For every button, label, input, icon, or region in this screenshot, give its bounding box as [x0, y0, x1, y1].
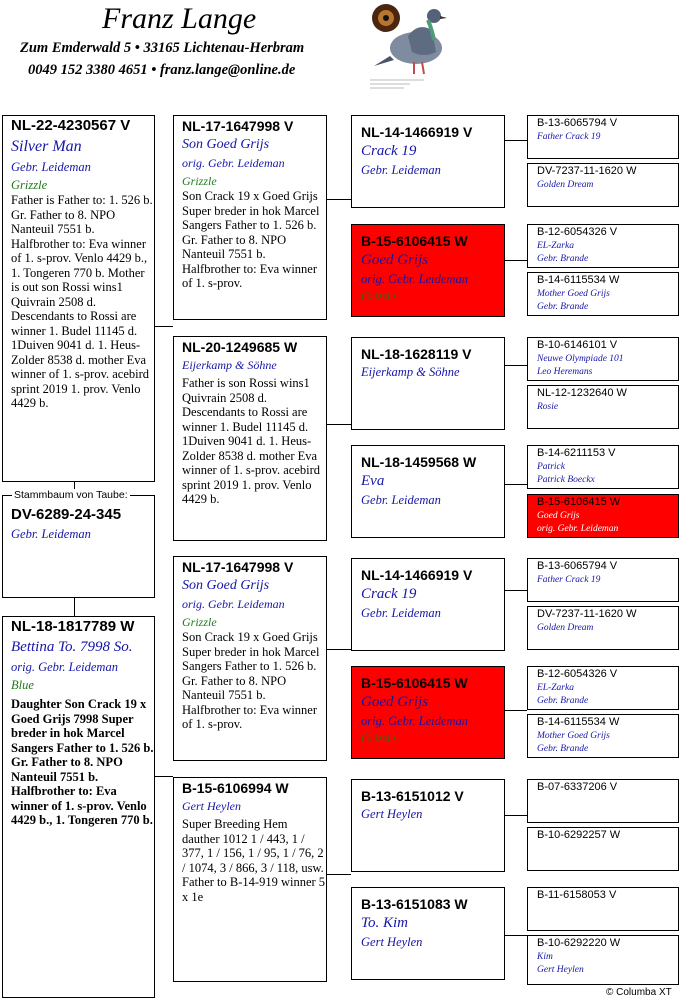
gen4-ring: B-13-6065794 V: [537, 117, 618, 129]
gen3-card[interactable]: [351, 115, 505, 208]
pigeon-description: Father is Father to: 1. 526 b. Gr. Father to 8. NPO Nanteuil 7551 b. Halfbrother to: Eva winner of 1. s-prov. Venlo 4429 b., 1. Tongeren 770 b. Mother is out son Rossi wins1 Quivrain 2508 d. Descendants to Rossi are winner 1. Budel 11145 d. 1Duiven 9041 d. 1. Heus-Zolder 8538 d. mother Eva winner of 1. s-prov. acebird sprint 2019 1. prov. Venlo 4429 b.: [11, 193, 153, 410]
gen4-breeder: Gebr. Brande: [537, 744, 589, 754]
stammbaum-label: Stammbaum von Taube:: [14, 489, 128, 501]
dam-sire-description: Son Crack 19 x Goed Grijs Super breder in hok Marcel Sangers Father to 1. 526 b. Gr. Father to 8. NPO Nanteuil 7551 b. Halfbrother to: Eva winner of 1. s-prov.: [182, 630, 320, 731]
gen3-card[interactable]: [351, 887, 505, 980]
gen3-breeder: orig. Gebr. Leideman: [361, 272, 468, 286]
sire-dam-breeder: Eijerkamp & Söhne: [182, 358, 277, 372]
gen4-ring: DV-7237-11-1620 W: [537, 608, 637, 620]
gen3-name: Crack 19: [361, 143, 417, 159]
sire-sire-name: Son Goed Grijs: [182, 137, 270, 152]
gen3-breeder: Gert Heylen: [361, 935, 423, 949]
gen4-card[interactable]: [527, 935, 679, 985]
stammbaum-ring: DV-6289-24-345: [11, 506, 122, 523]
gen3-card[interactable]: [351, 224, 505, 317]
gen4-card[interactable]: [527, 163, 679, 207]
gen3-color: Grizzle: [361, 289, 396, 303]
stammbaum-card[interactable]: [2, 495, 155, 598]
gen4-name: Golden Dream: [537, 623, 594, 633]
gen4-ring: B-07-6337206 V: [537, 781, 618, 793]
sire-dam-description: Father is son Rossi wins1 Quivrain 2508 d. Descendants to Rossi are winner 1. Budel 11145 d. 1Duiven 9041 d. 1. Heus-Zolder 8538 d. mother Eva winner of 1. s-prov. acebird sprint 2019 1. prov. Venlo 4429 b.: [182, 376, 321, 506]
dam-name: Bettina To. 7998 So.: [11, 639, 133, 655]
gen4-ring: DV-7237-11-1620 W: [537, 165, 637, 177]
gen4-ring: B-14-6115534 W: [537, 274, 620, 286]
gen4-breeder: Patrick Boeckx: [537, 475, 595, 485]
gen4-name: EL-Zarka: [537, 683, 574, 693]
gen4-breeder: Gebr. Brande: [537, 696, 589, 706]
gen4-card[interactable]: [527, 606, 679, 650]
dam-breeder: orig. Gebr. Leideman: [11, 660, 118, 674]
gen4-ring: B-12-6054326 V: [537, 226, 618, 238]
gen3-breeder: orig. Gebr. Leideman: [361, 714, 468, 728]
gen4-card[interactable]: [527, 115, 679, 159]
gen4-ring: B-12-6054326 V: [537, 668, 618, 680]
gen3-name: To. Kim: [361, 915, 408, 931]
header-address: Zum Emderwald 5 • 33165 Lichtenau-Herbram: [20, 40, 305, 56]
gen4-breeder: Gebr. Brande: [537, 254, 589, 264]
pigeon-card[interactable]: [2, 115, 155, 482]
gen4-name: Father Crack 19: [537, 132, 601, 142]
sire-dam-card[interactable]: [173, 336, 327, 541]
gen3-card[interactable]: [351, 337, 505, 430]
gen4-ring: B-13-6065794 V: [537, 560, 618, 572]
gen3-name: Goed Grijs: [361, 694, 429, 710]
dam-description: Daughter Son Crack 19 x Goed Grijs 7998 Super breder in hok Marcel Sangers Father to 1. 526 b. Gr. Father to 8. NPO Nanteuil 7551 b. Halfbrother to: Eva winner of 1. s-prov. Venlo 4429 b., 1. Tongeren 770 b.: [11, 697, 154, 827]
gen4-ring: B-10-6292257 W: [537, 829, 621, 841]
dam-dam-breeder: Gert Heylen: [182, 799, 241, 813]
gen3-ring: NL-14-1466919 V: [361, 567, 473, 583]
sire-sire-description: Son Crack 19 x Goed Grijs Super breder in hok Marcel Sangers Father to 1. 526 b. Gr. Father to 8. NPO Nanteuil 7551 b. Halfbrother to: Eva winner of 1. s-prov.: [182, 189, 320, 290]
header-contact: 0049 152 3380 4651 • franz.lange@online.de: [28, 62, 296, 78]
gen3-name: Crack 19: [361, 586, 417, 602]
gen4-ring: B-10-6292220 W: [537, 937, 621, 949]
gen3-ring: B-15-6106415 W: [361, 675, 468, 691]
gen4-breeder: Gebr. Brande: [537, 302, 589, 312]
pigeon-photo: [368, 0, 450, 92]
gen4-card[interactable]: [527, 385, 679, 429]
gen4-ring: B-11-6158053 V: [537, 889, 617, 901]
gen4-card[interactable]: [527, 494, 679, 538]
gen3-ring: NL-18-1459568 W: [361, 454, 477, 470]
dam-color: Blue: [11, 678, 34, 692]
gen4-card[interactable]: [527, 337, 679, 381]
gen3-color: Grizzle: [361, 731, 396, 745]
sire-sire-ring: NL-17-1647998 V: [182, 118, 294, 134]
sire-sire-card[interactable]: [173, 115, 327, 320]
gen3-breeder: Gebr. Leideman: [361, 163, 441, 177]
gen4-name: Kim: [537, 952, 553, 962]
gen3-breeder: Gebr. Leideman: [361, 606, 441, 620]
gen3-ring: NL-18-1628119 V: [361, 346, 472, 362]
gen4-name: Mother Goed Grijs: [537, 289, 610, 299]
gen4-card[interactable]: [527, 558, 679, 602]
gen3-breeder: Eijerkamp & Söhne: [361, 365, 460, 379]
gen4-card[interactable]: [527, 666, 679, 710]
sire-dam-ring: NL-20-1249685 W: [182, 339, 298, 355]
gen4-name: Goed Grijs: [537, 511, 580, 521]
gen3-ring: B-13-6151083 W: [361, 896, 468, 912]
pigeon-breeder: Gebr. Leideman: [11, 160, 91, 174]
gen4-name: Neuwe Olympiade 101: [537, 354, 624, 364]
gen4-name: Rosie: [537, 402, 559, 412]
gen4-ring: NL-12-1232640 W: [537, 387, 627, 399]
gen3-card[interactable]: [351, 445, 505, 538]
gen4-name: Golden Dream: [537, 180, 594, 190]
dam-sire-color: Grizzle: [182, 615, 217, 629]
sire-sire-breeder: orig. Gebr. Leideman: [182, 156, 285, 170]
gen4-card[interactable]: [527, 887, 679, 931]
gen4-breeder: Leo Heremans: [537, 367, 593, 377]
pigeon-color: Grizzle: [11, 178, 48, 192]
gen4-card[interactable]: [527, 779, 679, 823]
dam-dam-card[interactable]: [173, 777, 327, 982]
gen4-breeder: Gert Heylen: [537, 965, 584, 975]
gen3-card[interactable]: [351, 558, 505, 651]
gen3-ring: NL-14-1466919 V: [361, 124, 473, 140]
gen3-breeder: Gebr. Leideman: [361, 493, 441, 507]
gen4-card[interactable]: [527, 827, 679, 871]
dam-sire-ring: NL-17-1647998 V: [182, 559, 294, 575]
dam-sire-breeder: orig. Gebr. Leideman: [182, 597, 285, 611]
dam-ring: NL-18-1817789 W: [11, 618, 135, 635]
dam-dam-description: Super Breeding Hem dauther 1012 1 / 443, 1 / 377, 1 / 156, 1 / 95, 1 / 76, 2 / 1074, 3 / 866, 3 / 118, usw. Father to B-14-919 winner 5 x 1e: [182, 817, 326, 904]
gen3-name: Goed Grijs: [361, 252, 429, 268]
gen3-ring: B-15-6106415 W: [361, 233, 468, 249]
gen4-card[interactable]: [527, 445, 679, 489]
gen3-ring: B-13-6151012 V: [361, 788, 464, 804]
dam-sire-card[interactable]: [173, 556, 327, 761]
dam-card[interactable]: [2, 616, 155, 998]
sire-sire-color: Grizzle: [182, 174, 217, 188]
pigeon-name: Silver Man: [11, 138, 82, 155]
gen4-breeder: orig. Gebr. Leideman: [537, 524, 619, 534]
gen4-ring: B-10-6146101 V: [537, 339, 618, 351]
gen3-name: Eva: [361, 473, 385, 489]
gen4-card[interactable]: [527, 714, 679, 758]
gen3-breeder: Gert Heylen: [361, 807, 423, 821]
dam-sire-name: Son Goed Grijs: [182, 578, 270, 593]
gen4-ring: B-15-6106415 W: [537, 496, 621, 508]
gen3-card[interactable]: [351, 779, 505, 872]
copyright: © Columba XT: [606, 987, 672, 998]
header-title: Franz Lange: [102, 2, 257, 35]
dam-dam-ring: B-15-6106994 W: [182, 780, 289, 796]
gen4-name: Father Crack 19: [537, 575, 601, 585]
stammbaum-breeder: Gebr. Leideman: [11, 527, 91, 541]
gen4-ring: B-14-6115534 W: [537, 716, 620, 728]
pigeon-ring: NL-22-4230567 V: [11, 117, 131, 134]
gen4-name: EL-Zarka: [537, 241, 574, 251]
gen4-name: Mother Goed Grijs: [537, 731, 610, 741]
gen3-card[interactable]: [351, 666, 505, 759]
gen4-ring: B-14-6211153 V: [537, 447, 616, 459]
gen4-card[interactable]: [527, 224, 679, 268]
gen4-card[interactable]: [527, 272, 679, 316]
gen4-name: Patrick: [537, 462, 565, 472]
